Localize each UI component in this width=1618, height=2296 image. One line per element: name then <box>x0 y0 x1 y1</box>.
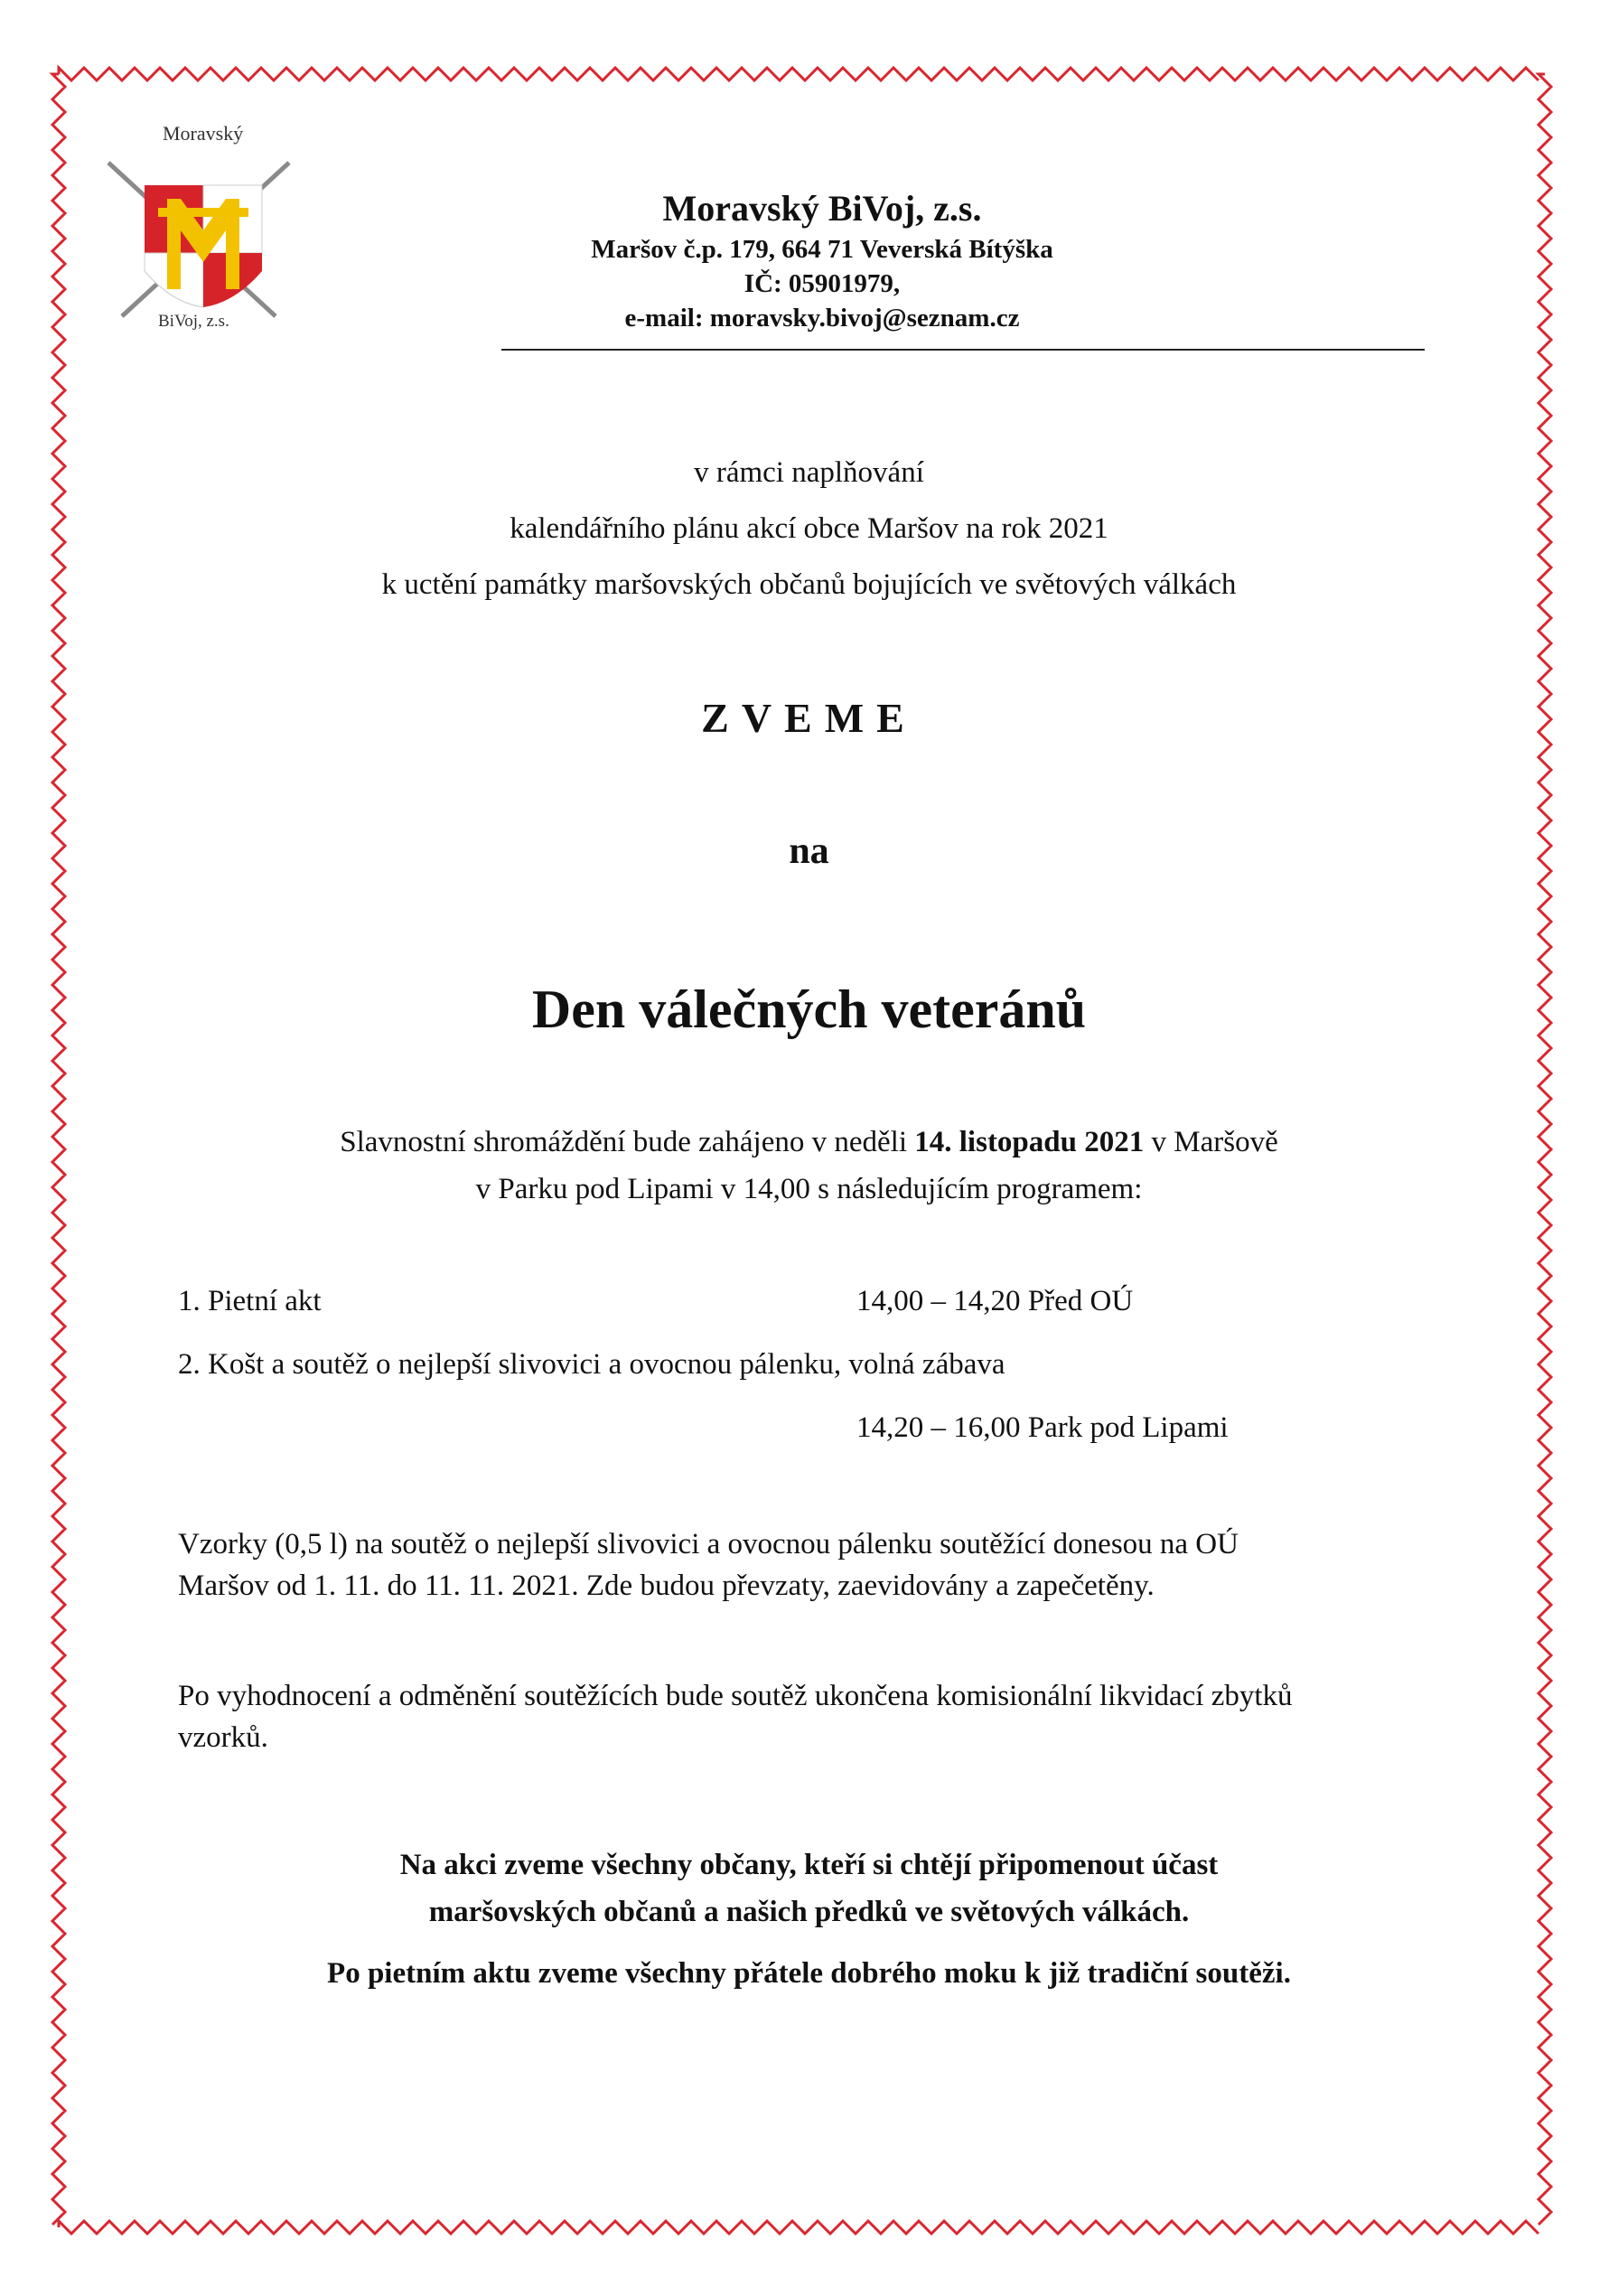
intro-line-2: kalendářního plánu akcí obce Maršov na rok 2021 <box>510 512 1108 545</box>
event-title: Den válečných veteránů <box>531 979 1087 1039</box>
closing-line-1: Na akci zveme všechny občany, kteří si chtějí připomenout účast <box>399 1849 1219 1881</box>
logo-bottom-text: BiVoj, z.s. <box>158 312 229 331</box>
header-divider <box>501 349 1425 351</box>
program-item-1-label: 1. Pietní akt <box>178 1285 322 1317</box>
organization-header <box>506 185 1138 335</box>
organization-logo <box>104 122 303 348</box>
lead-place: v Maršově <box>1144 1126 1278 1158</box>
invite-heading: ZVEME <box>701 695 917 741</box>
program-item-2-label: 2. Košt a soutěž o nejlepší slivovici a ovocnou pálenku, volná zábava <box>178 1348 1005 1381</box>
border-zigzag <box>59 68 1539 80</box>
invite-na: na <box>789 830 829 872</box>
intro-line-1: v rámci naplňování <box>694 456 924 489</box>
border-zigzag <box>59 2221 1539 2234</box>
intro-line-3: k uctění památky maršovských občanů bojujících ve světových válkách <box>381 568 1237 601</box>
organization-email: e-mail: moravsky.bivoj@seznam.cz <box>624 304 1020 333</box>
lead-line-1 <box>0 1119 1618 1166</box>
closing-line-2: maršovských občanů a našich předků ve světových válkách. <box>428 1896 1190 1928</box>
intro-text <box>0 445 1618 613</box>
lead-line-2: v Parku pod Lipami v 14,00 s následujícím programem: <box>475 1173 1143 1205</box>
program-item-2-time: 14,20 – 16,00 Park pod Lipami <box>856 1411 1229 1444</box>
event-date: 14. listopadu 2021 <box>914 1126 1145 1158</box>
lead-text: Slavnostní shromáždění bude zahájeno v neděli <box>340 1126 915 1158</box>
shield-emblem-icon <box>104 145 303 325</box>
program-item-1-time: 14,00 – 14,20 Před OÚ <box>856 1285 1134 1317</box>
samples-paragraph: Vzorky (0,5 l) na soutěž o nejlepší slivovici a ovocnou pálenku soutěžící donesou na OÚ Maršov od 1. 11. do 11. 11. 2021. Zde budou převzaty, zaevidovány a zapečetěny. <box>178 1528 1239 1602</box>
event-lead <box>0 1119 1618 1213</box>
evaluation-paragraph: Po vyhodnocení a odměnění soutěžících bude soutěž ukončena komisionální likvidací zbytků vzorků. <box>178 1680 1293 1754</box>
logo-top-text: Moravský <box>163 122 244 145</box>
organization-address: Maršov č.p. 179, 664 71 Veverská Bítýška <box>591 235 1053 264</box>
organization-ic: IČ: 05901979, <box>744 269 901 298</box>
closing-line-3: Po pietním aktu zveme všechny přátele dobrého moku k již tradiční soutěži. <box>327 1957 1291 1990</box>
organization-name: Moravský BiVoj, z.s. <box>662 188 982 229</box>
